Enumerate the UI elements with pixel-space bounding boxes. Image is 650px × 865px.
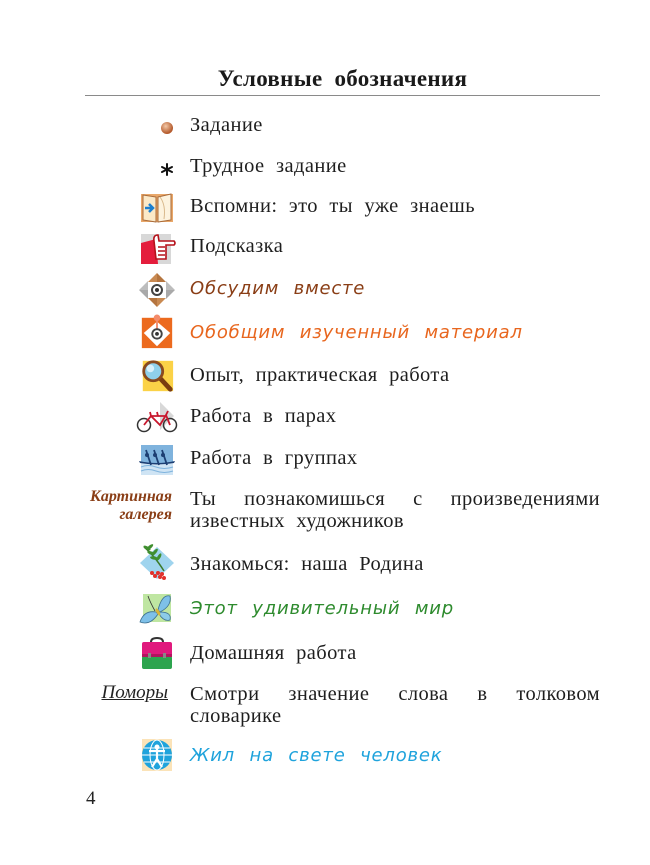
legend-text-line1: Смотри значение слова в толковом — [190, 683, 600, 705]
legend-text-line1: Ты познакомишься с произведениями — [190, 488, 600, 510]
gallery-side-label — [70, 488, 172, 524]
bullet-dot-icon — [138, 112, 176, 148]
vitruvian-globe-icon — [138, 738, 176, 774]
butterfly-icon — [138, 592, 176, 628]
legend-text: Трудное задание — [190, 155, 347, 177]
discuss-arrows-icon — [138, 272, 176, 308]
legend-text-line2: словарике — [190, 705, 282, 727]
legend-text-line2: известных художников — [190, 510, 404, 532]
page-title: Условные обозначения — [217, 66, 468, 91]
legend-text: Работа в группах — [190, 447, 358, 469]
book-arrow-icon — [138, 190, 176, 226]
rowing-team-icon — [138, 442, 176, 478]
legend-text — [190, 683, 600, 727]
legend-text: Опыт, практическая работа — [190, 364, 450, 386]
summarize-diamond-icon — [138, 314, 176, 350]
page-number: 4 — [86, 788, 96, 809]
legend-text: Подсказка — [190, 235, 284, 257]
legend-text: Этот удивительный мир — [190, 598, 454, 619]
legend-text: Жил на свете человек — [190, 745, 443, 766]
legend-text: Знакомься: наша Родина — [190, 553, 424, 575]
briefcase-icon — [138, 636, 176, 672]
legend-text: Вспомни: это ты уже знаешь — [190, 195, 475, 217]
legend-text — [190, 488, 600, 532]
pointing-hand-icon — [138, 230, 176, 266]
gallery-label-line1: Картинная — [90, 488, 172, 505]
tandem-bicycle-icon — [136, 400, 178, 436]
legend-text: Задание — [190, 114, 263, 136]
title-divider — [85, 95, 600, 96]
dictionary-side-label: Поморы — [101, 682, 168, 703]
magnifier-icon — [138, 358, 176, 394]
legend-text: Работа в парах — [190, 405, 337, 427]
asterisk-icon — [138, 153, 176, 189]
legend-text: Обобщим изученный материал — [190, 322, 523, 343]
legend-text: Домашняя работа — [190, 642, 357, 664]
rowan-branch-icon — [138, 543, 176, 583]
gallery-label-line2: галерея — [119, 506, 172, 523]
legend-text: Обсудим вместе — [190, 278, 366, 299]
